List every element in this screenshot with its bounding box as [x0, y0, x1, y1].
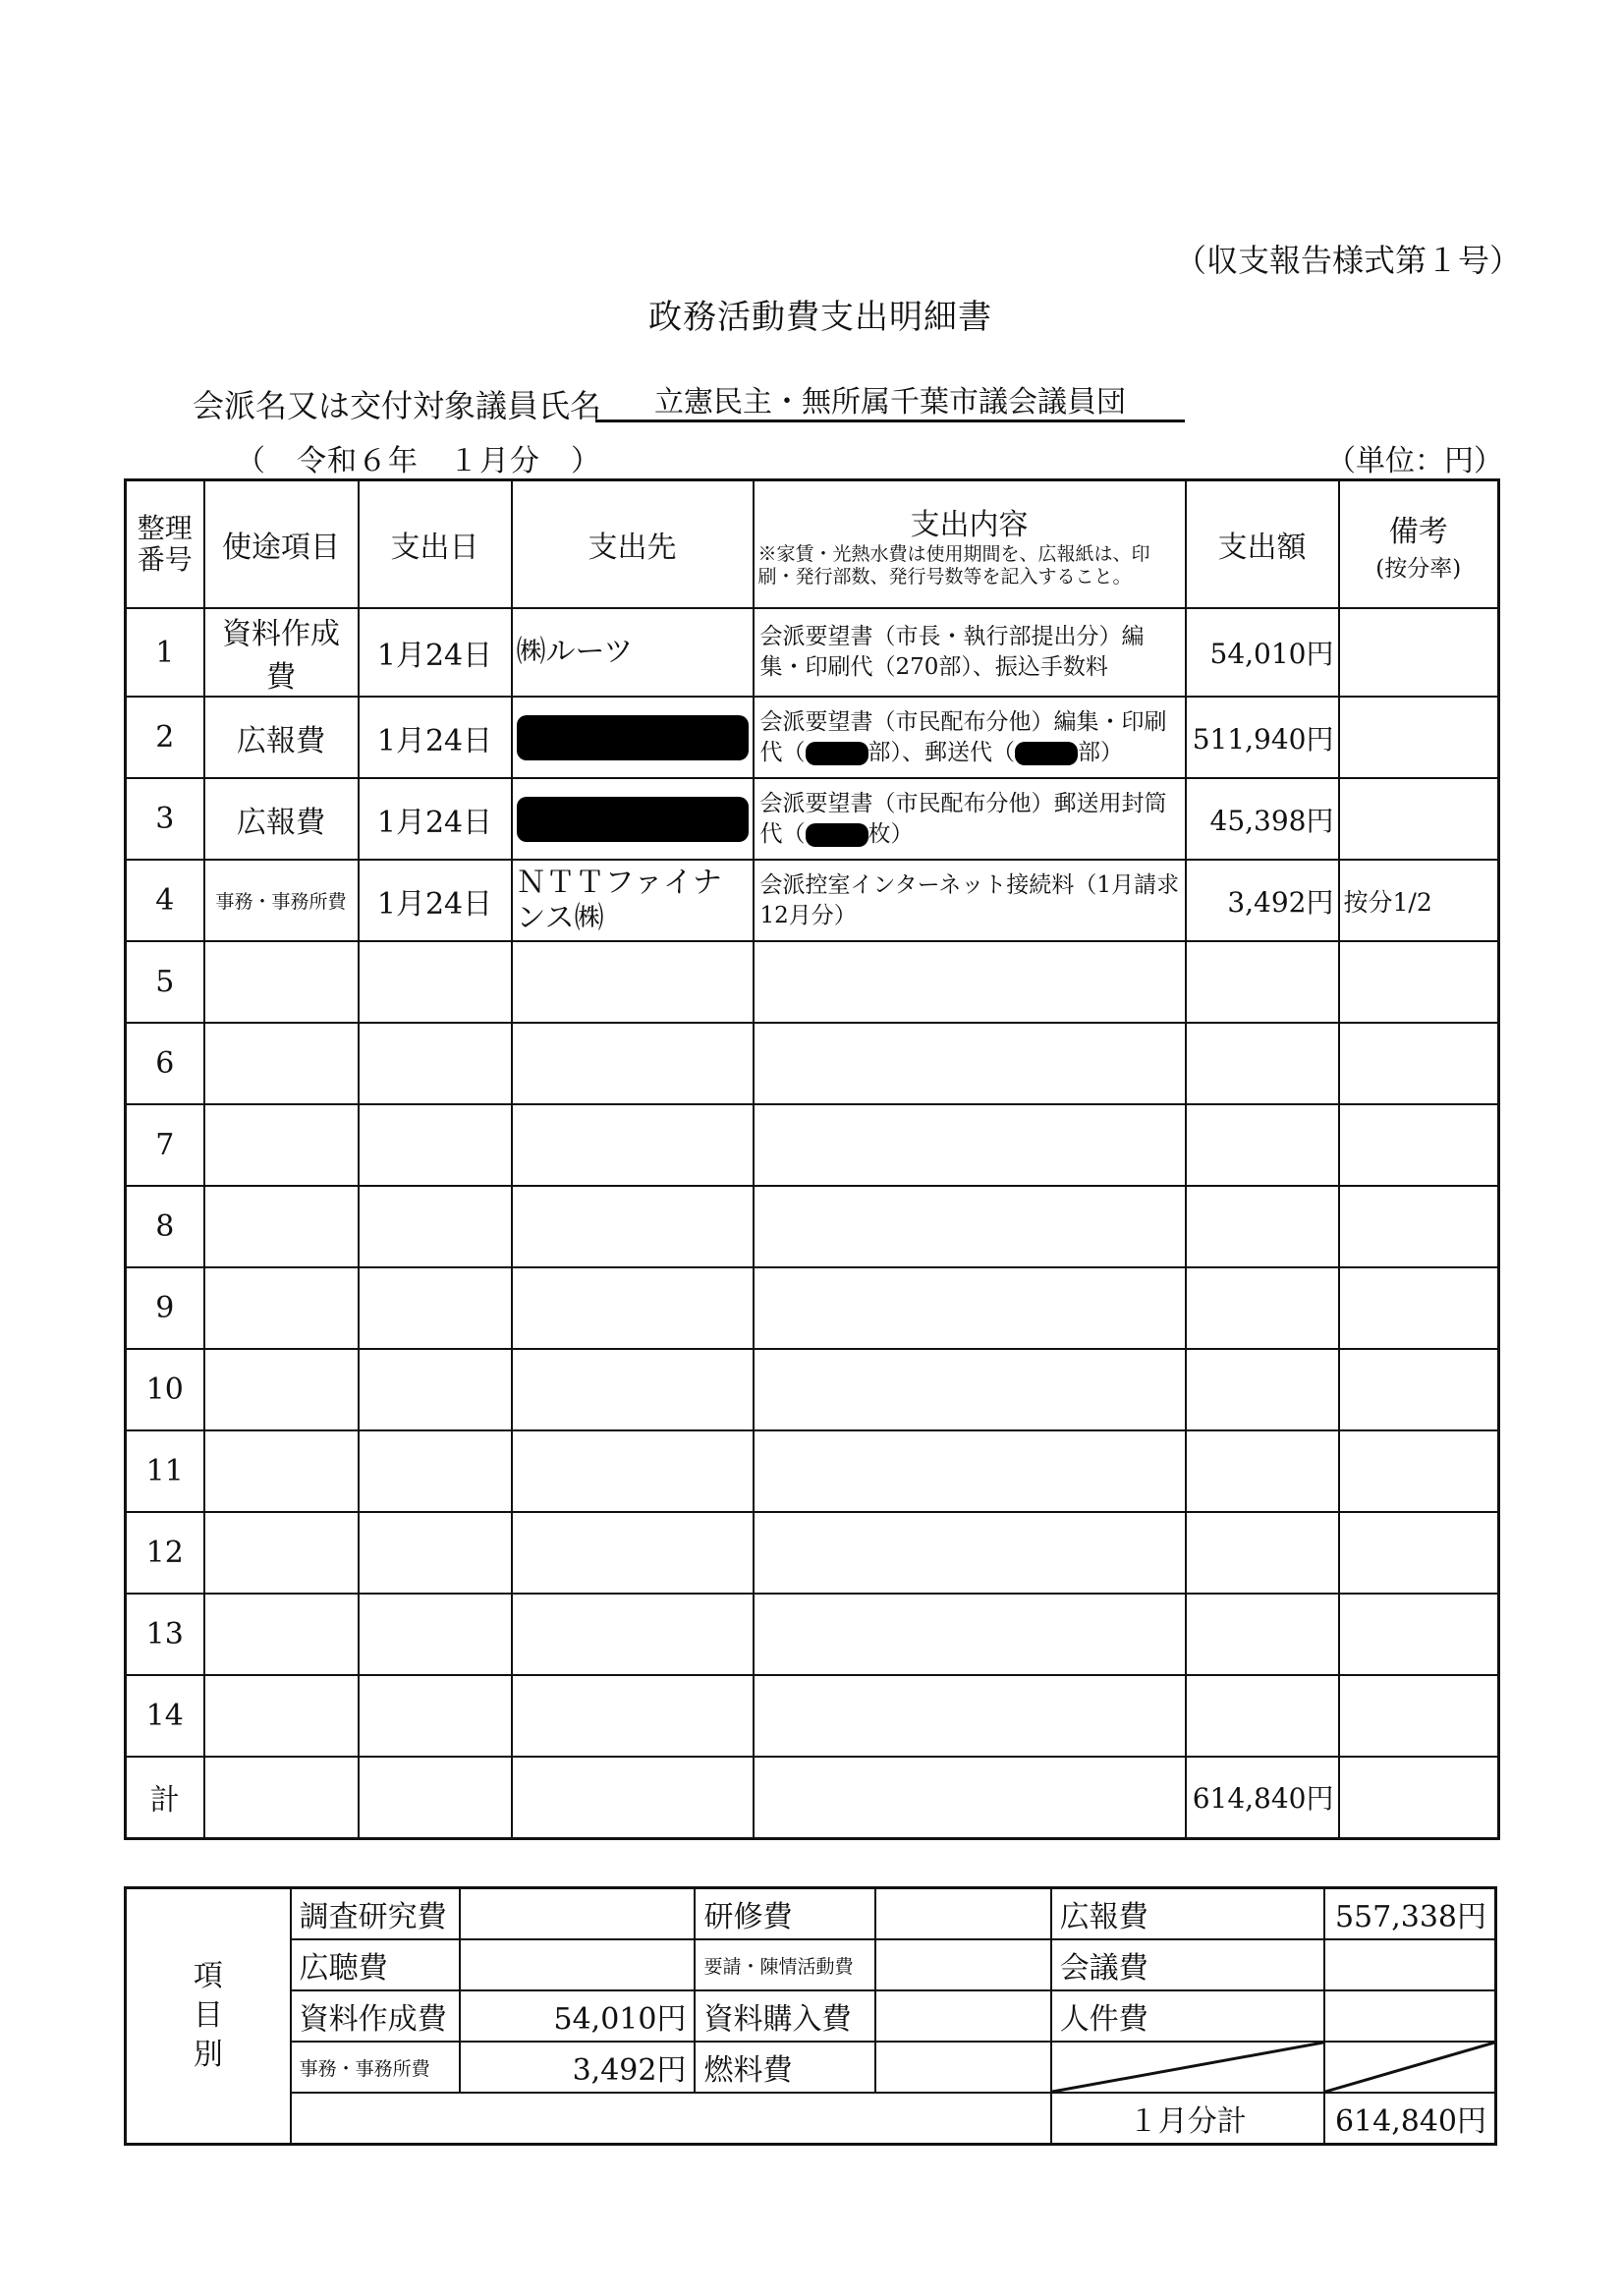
- empty-cell: [754, 1675, 1186, 1757]
- row-no: 3: [126, 778, 204, 860]
- empty-cell: [204, 1349, 359, 1430]
- summary-row: [126, 1939, 1496, 1990]
- amount-jimu: 3,492円: [460, 2042, 695, 2093]
- table-row: [126, 1267, 1499, 1349]
- empty-cell: [512, 941, 754, 1023]
- category-summary-table: [124, 1886, 1497, 2146]
- label-jimu: 事務・事務所費: [291, 2042, 460, 2093]
- row-desc-part: 枚）: [867, 820, 914, 847]
- amount-nenryo: [875, 2042, 1051, 2093]
- empty-cell: [359, 1430, 512, 1512]
- header-note-title: 備考: [1388, 514, 1448, 549]
- empty-cell: [754, 1594, 1186, 1675]
- row-payee: ＮＴＴファイナンス㈱: [512, 860, 754, 941]
- empty-cell: [204, 1594, 359, 1675]
- total-amount: 614,840円: [1186, 1757, 1339, 1838]
- empty-cell: [204, 941, 359, 1023]
- row-desc-part: 部）: [1078, 739, 1123, 765]
- label-nenryo: 燃料費: [695, 2042, 874, 2093]
- redaction-mark: [806, 742, 868, 765]
- label-chosa: 調査研究費: [291, 1888, 460, 1940]
- header-note: [1339, 480, 1499, 609]
- amount-koho: 557,338円: [1324, 1888, 1496, 1940]
- empty-cell: [754, 1023, 1186, 1104]
- header-desc: [754, 480, 1186, 609]
- empty-cell: [754, 1430, 1186, 1512]
- empty-cell: [1186, 1267, 1339, 1349]
- unit-label: （単位：円）: [1326, 444, 1503, 478]
- empty-cell: [204, 1186, 359, 1267]
- empty-cell: [512, 1430, 754, 1512]
- label-shiryo-sakusei: 資料作成費: [291, 1990, 460, 2042]
- summary-total-row: [126, 2093, 1496, 2145]
- form-number: （収支報告様式第１号）: [1175, 242, 1522, 279]
- empty-cell: [204, 1512, 359, 1594]
- empty-cell: [204, 1430, 359, 1512]
- table-row: [126, 1186, 1499, 1267]
- row-date: 1月24日: [359, 860, 512, 941]
- header-desc-title: 支出内容: [910, 508, 1029, 542]
- month-total-label: １月分計: [1051, 2093, 1324, 2145]
- row-item: 広報費: [204, 697, 359, 778]
- amount-yosei: [875, 1939, 1051, 1990]
- empty-cell: [1186, 941, 1339, 1023]
- empty-cell: [359, 1349, 512, 1430]
- row-amount: 511,940円: [1186, 697, 1339, 778]
- header-payee: 支出先: [512, 480, 754, 609]
- struck-cell: [1324, 2042, 1496, 2093]
- empty-cell: [359, 1512, 512, 1594]
- empty-cell: [1339, 1267, 1499, 1349]
- empty-cell: [204, 1023, 359, 1104]
- empty-cell: [1186, 1349, 1339, 1430]
- row-no: 6: [126, 1023, 204, 1104]
- row-no: 1: [126, 608, 204, 697]
- row-note: [1339, 697, 1499, 778]
- row-desc: [754, 697, 1186, 778]
- table-row: [126, 1675, 1499, 1757]
- row-item: 広報費: [204, 778, 359, 860]
- empty-cell: [1186, 1186, 1339, 1267]
- table-row: [126, 1512, 1499, 1594]
- document-title: 政務活動費支出明細書: [648, 298, 992, 337]
- group-name-value: 立憲民主・無所属千葉市議会議員団: [595, 377, 1185, 422]
- empty-cell: [1186, 1430, 1339, 1512]
- row-amount: 3,492円: [1186, 860, 1339, 941]
- header-note-sub: (按分率): [1375, 555, 1462, 582]
- label-kaigi: 会議費: [1051, 1939, 1324, 1990]
- label-kocho: 広聴費: [291, 1939, 460, 1990]
- empty-cell: [754, 1512, 1186, 1594]
- empty-cell: [359, 941, 512, 1023]
- empty-cell: [359, 1675, 512, 1757]
- empty-cell: [512, 1512, 754, 1594]
- row-amount: 54,010円: [1186, 608, 1339, 697]
- redaction-mark: [1015, 742, 1078, 765]
- summary-row: [126, 2042, 1496, 2093]
- redaction-mark: [806, 823, 868, 847]
- struck-cell: [1051, 2042, 1324, 2093]
- reporting-period: （ 令和６年 １月分 ）: [236, 444, 601, 478]
- amount-shiryo-konyu: [875, 1990, 1051, 2042]
- table-header-row: [126, 480, 1499, 609]
- empty-cell: [1339, 1430, 1499, 1512]
- label-kenshu: 研修費: [695, 1888, 874, 1940]
- empty-cell: [1186, 1104, 1339, 1186]
- row-payee: [512, 778, 754, 860]
- empty-cell: [1186, 1023, 1339, 1104]
- row-desc: 会派要望書（市長・執行部提出分）編集・印刷代（270部）、振込手数料: [754, 608, 1186, 697]
- empty-cell: [1339, 1757, 1499, 1838]
- empty-cell: [754, 1267, 1186, 1349]
- amount-kenshu: [875, 1888, 1051, 1940]
- row-desc: [754, 778, 1186, 860]
- label-yosei: 要請・陳情活動費: [695, 1939, 874, 1990]
- empty-cell: [1339, 1186, 1499, 1267]
- empty-cell: [359, 1757, 512, 1838]
- row-item: 資料作成費: [204, 608, 359, 697]
- empty-cell: [754, 1104, 1186, 1186]
- row-note: [1339, 608, 1499, 697]
- total-row: [126, 1757, 1499, 1838]
- redaction-mark: [517, 715, 749, 760]
- row-payee: ㈱ルーツ: [512, 608, 754, 697]
- side-label-text: 項目別: [193, 1959, 223, 2072]
- row-no: 12: [126, 1512, 204, 1594]
- empty-cell: [754, 1186, 1186, 1267]
- row-desc: 会派控室インターネット接続料（1月請求12月分）: [754, 860, 1186, 941]
- row-no: 7: [126, 1104, 204, 1186]
- empty-cell: [204, 1267, 359, 1349]
- row-note: [1339, 778, 1499, 860]
- row-no: 8: [126, 1186, 204, 1267]
- empty-cell: [1339, 1594, 1499, 1675]
- empty-cell: [359, 1186, 512, 1267]
- empty-cell: [754, 1349, 1186, 1430]
- row-no: 4: [126, 860, 204, 941]
- table-row: [126, 1594, 1499, 1675]
- row-date: 1月24日: [359, 778, 512, 860]
- table-row: [126, 1104, 1499, 1186]
- empty-cell: [359, 1023, 512, 1104]
- row-no: 13: [126, 1594, 204, 1675]
- row-no: 5: [126, 941, 204, 1023]
- header-amount: 支出額: [1186, 480, 1339, 609]
- row-no: 14: [126, 1675, 204, 1757]
- row-date: 1月24日: [359, 608, 512, 697]
- empty-cell: [1339, 941, 1499, 1023]
- empty-cell: [1339, 1675, 1499, 1757]
- table-row: [126, 941, 1499, 1023]
- row-desc-part: 会派要望書（市民配布分他）郵送用封筒代（: [759, 790, 1167, 847]
- empty-cell: [359, 1267, 512, 1349]
- empty-cell: [204, 1675, 359, 1757]
- row-no: 11: [126, 1430, 204, 1512]
- amount-kaigi: [1324, 1939, 1496, 1990]
- redaction-mark: [517, 797, 749, 842]
- empty-cell: [359, 1594, 512, 1675]
- amount-chosa: [460, 1888, 695, 1940]
- empty-cell: [1339, 1023, 1499, 1104]
- row-no: 10: [126, 1349, 204, 1430]
- diagonal-strike: [1052, 2043, 1323, 2092]
- table-row: [126, 608, 1499, 697]
- row-item: 事務・事務所費: [204, 860, 359, 941]
- empty-cell: [291, 2093, 1051, 2145]
- table-row: [126, 1349, 1499, 1430]
- table-row: [126, 697, 1499, 778]
- row-desc-part: 部）、郵送代（: [867, 739, 1015, 765]
- summary-side-label: [126, 1888, 291, 2145]
- row-amount: 45,398円: [1186, 778, 1339, 860]
- expenditure-table: [124, 478, 1500, 1840]
- header-desc-note: ※家賃・光熱水費は使用期間を、広報紙は、印刷・発行部数、発行号数等を記入すること。: [757, 543, 1150, 588]
- amount-shiryo-sakusei: 54,010円: [460, 1990, 695, 2042]
- table-row: [126, 778, 1499, 860]
- empty-cell: [1339, 1349, 1499, 1430]
- empty-cell: [1186, 1675, 1339, 1757]
- empty-cell: [512, 1186, 754, 1267]
- diagonal-strike: [1325, 2043, 1494, 2092]
- empty-cell: [512, 1757, 754, 1838]
- empty-cell: [1186, 1594, 1339, 1675]
- empty-cell: [512, 1349, 754, 1430]
- empty-cell: [1339, 1104, 1499, 1186]
- empty-cell: [1339, 1512, 1499, 1594]
- label-koho: 広報費: [1051, 1888, 1324, 1940]
- row-desc-part: 会派要望書（市民配布分他）編集・印刷代（: [759, 708, 1167, 765]
- empty-cell: [204, 1104, 359, 1186]
- empty-cell: [512, 1023, 754, 1104]
- table-row: [126, 1430, 1499, 1512]
- empty-cell: [754, 941, 1186, 1023]
- summary-row: [126, 1888, 1496, 1940]
- row-note: 按分1/2: [1339, 860, 1499, 941]
- row-no: 2: [126, 697, 204, 778]
- amount-jinken: [1324, 1990, 1496, 2042]
- empty-cell: [1186, 1512, 1339, 1594]
- row-no: 9: [126, 1267, 204, 1349]
- group-name-label: 会派名又は交付対象議員氏名: [193, 387, 602, 424]
- total-label: 計: [126, 1757, 204, 1838]
- empty-cell: [204, 1757, 359, 1838]
- empty-cell: [512, 1594, 754, 1675]
- empty-cell: [359, 1104, 512, 1186]
- row-payee: [512, 697, 754, 778]
- empty-cell: [512, 1675, 754, 1757]
- header-no: 整理番号: [126, 480, 204, 609]
- summary-row: [126, 1990, 1496, 2042]
- header-item: 使途項目: [204, 480, 359, 609]
- empty-cell: [512, 1267, 754, 1349]
- month-total-amount: 614,840円: [1324, 2093, 1496, 2145]
- table-row: [126, 860, 1499, 941]
- empty-cell: [754, 1757, 1186, 1838]
- label-shiryo-konyu: 資料購入費: [695, 1990, 874, 2042]
- header-date: 支出日: [359, 480, 512, 609]
- label-jinken: 人件費: [1051, 1990, 1324, 2042]
- amount-kocho: [460, 1939, 695, 1990]
- empty-cell: [512, 1104, 754, 1186]
- table-row: [126, 1023, 1499, 1104]
- row-date: 1月24日: [359, 697, 512, 778]
